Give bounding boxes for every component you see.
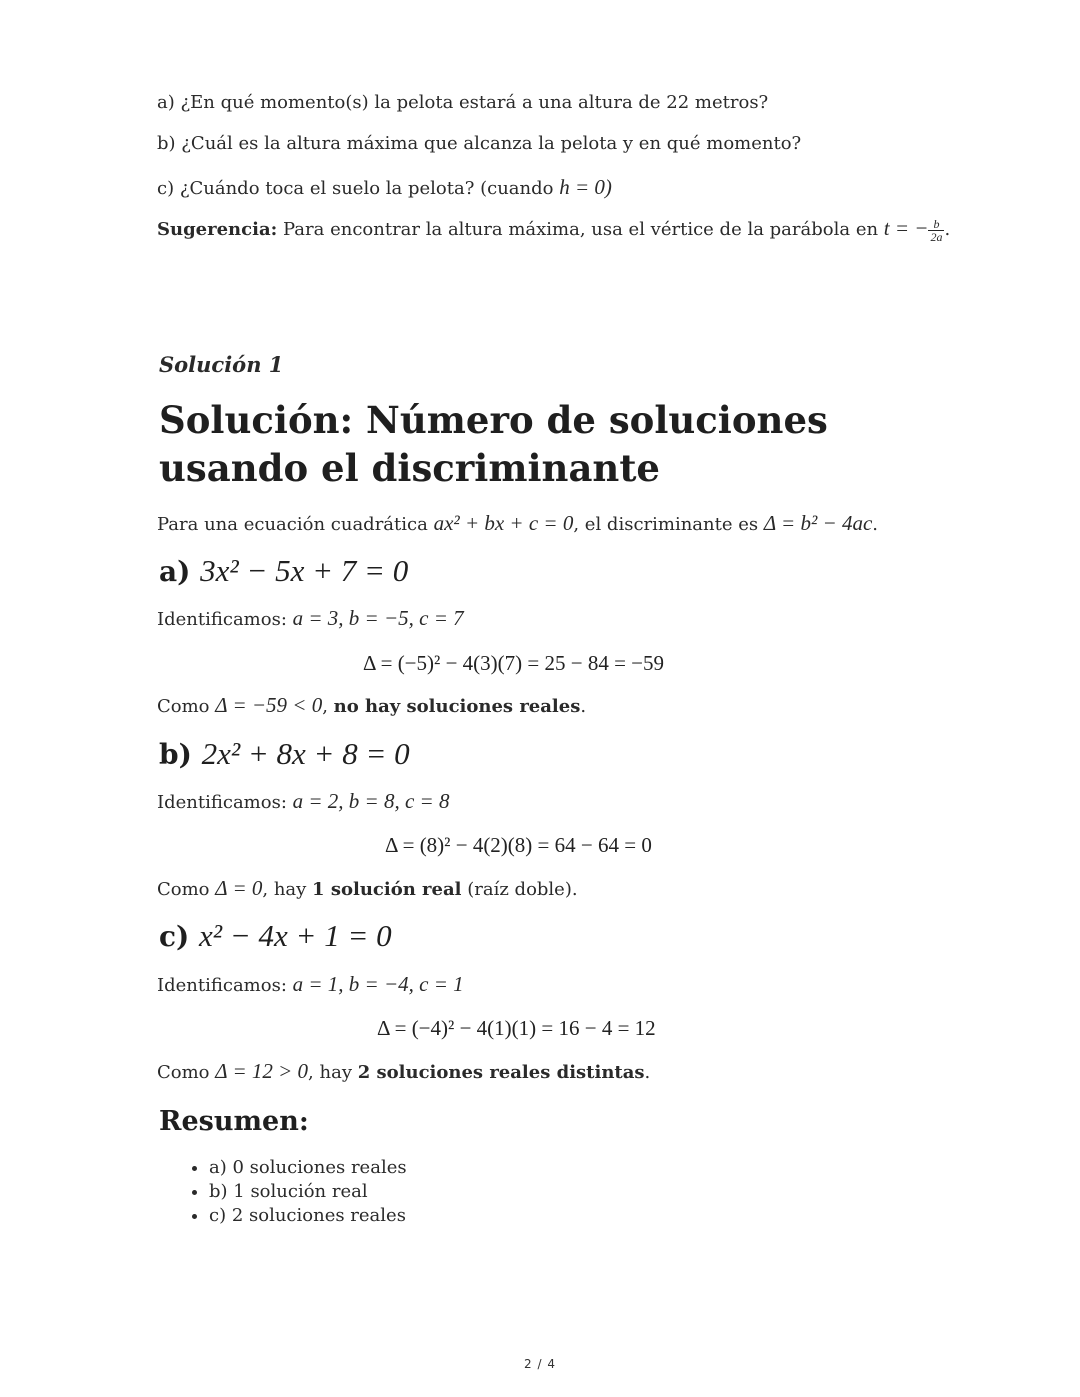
- solution-label: Solución 1: [159, 352, 284, 377]
- part-b-con-text: Como: [157, 879, 216, 900]
- suggestion-label: Sugerencia:: [157, 219, 278, 240]
- part-a-label: a): [159, 555, 201, 588]
- part-b-identify: [157, 789, 449, 814]
- part-c-discriminant: Δ = (−4)² − 4(1)(1) = 16 − 4 = 12: [377, 1016, 656, 1040]
- part-a-conclusion: [157, 693, 586, 718]
- part-b-con-end: (raíz doble).: [461, 879, 578, 900]
- part-a-con-math: Δ = −59 < 0: [215, 693, 323, 717]
- page-number: 2 / 4: [524, 1357, 556, 1371]
- intro-text-2: , el discriminante es: [573, 514, 764, 535]
- part-a-coefficients: a = 3, b = −5, c = 7: [292, 606, 464, 630]
- part-b-con-math: Δ = 0: [215, 876, 263, 900]
- part-a-identify-text: Identificamos:: [157, 609, 293, 630]
- part-a-con-text: Como: [157, 696, 216, 717]
- part-b-equation: 2x² + 8x + 8 = 0: [201, 736, 410, 771]
- summary-list: [185, 1156, 407, 1228]
- part-c-con-math: Δ = 12 > 0: [215, 1059, 309, 1083]
- part-c-identify-text: Identificamos:: [157, 975, 293, 996]
- fraction-numerator: b: [928, 218, 944, 231]
- part-c-label: c): [159, 920, 200, 953]
- part-a-con-mid: ,: [322, 696, 334, 717]
- part-a-heading: [159, 553, 408, 589]
- suggestion-end: .: [944, 219, 951, 240]
- suggestion-text: Para encontrar la altura máxima, usa el vértice de la parábola en: [277, 219, 884, 240]
- part-c-identify: [157, 972, 464, 997]
- part-a-equation: 3x² − 5x + 7 = 0: [200, 553, 409, 588]
- intro-equation: ax² + bx + c = 0: [433, 511, 574, 535]
- part-c-con-text: Como: [157, 1062, 216, 1083]
- part-b-label: b): [159, 738, 202, 771]
- part-b-identify-text: Identificamos:: [157, 792, 293, 813]
- part-c-con-end: .: [644, 1062, 651, 1083]
- intro-paragraph: [157, 511, 878, 536]
- part-a-con-bold: no hay soluciones reales: [333, 696, 581, 717]
- part-a-discriminant: Δ = (−5)² − 4(3)(7) = 25 − 84 = −59: [363, 651, 665, 675]
- intro-text-3: .: [872, 514, 878, 535]
- part-b-discriminant: Δ = (8)² − 4(2)(8) = 64 − 64 = 0: [385, 833, 652, 857]
- part-b-con-bold: 1 solución real: [312, 879, 462, 900]
- part-a-identify: [157, 606, 464, 631]
- suggestion-fraction: [928, 218, 944, 243]
- part-c-equation: x² − 4x + 1 = 0: [199, 918, 392, 953]
- part-c-con-bold: 2 soluciones reales distintas: [357, 1062, 645, 1083]
- part-b-conclusion: [157, 876, 578, 901]
- part-b-con-mid: , hay: [262, 879, 313, 900]
- part-c-heading: [159, 918, 392, 954]
- part-c-conclusion: [157, 1059, 650, 1084]
- fraction-denominator: 2a: [930, 229, 943, 244]
- question-c: [157, 175, 612, 200]
- page-title: Solución: Número de soluciones usando el discriminante: [159, 398, 828, 490]
- list-item: • c) 2 soluciones reales: [209, 1204, 407, 1228]
- question-c-text: c) ¿Cuándo toca el suelo la pelota? (cuando: [157, 178, 560, 199]
- question-a: a) ¿En qué momento(s) la pelota estará a una altura de 22 metros?: [157, 92, 769, 113]
- part-b-heading: [159, 736, 410, 772]
- suggestion-math: t = −: [883, 216, 929, 240]
- intro-discriminant: Δ = b² − 4ac: [763, 511, 873, 535]
- list-item: • a) 0 soluciones reales: [209, 1156, 407, 1180]
- part-a-con-end: .: [580, 696, 587, 717]
- question-b: b) ¿Cuál es la altura máxima que alcanza la pelota y en qué momento?: [157, 133, 802, 154]
- summary-heading: Resumen:: [159, 1106, 309, 1137]
- part-b-coefficients: a = 2, b = 8, c = 8: [292, 789, 450, 813]
- part-c-con-mid: , hay: [308, 1062, 358, 1083]
- question-c-math: h = 0): [559, 175, 612, 199]
- list-item: • b) 1 solución real: [209, 1180, 407, 1204]
- part-c-coefficients: a = 1, b = −4, c = 1: [292, 972, 464, 996]
- suggestion: [157, 216, 950, 243]
- intro-text-1: Para una ecuación cuadrática: [157, 514, 434, 535]
